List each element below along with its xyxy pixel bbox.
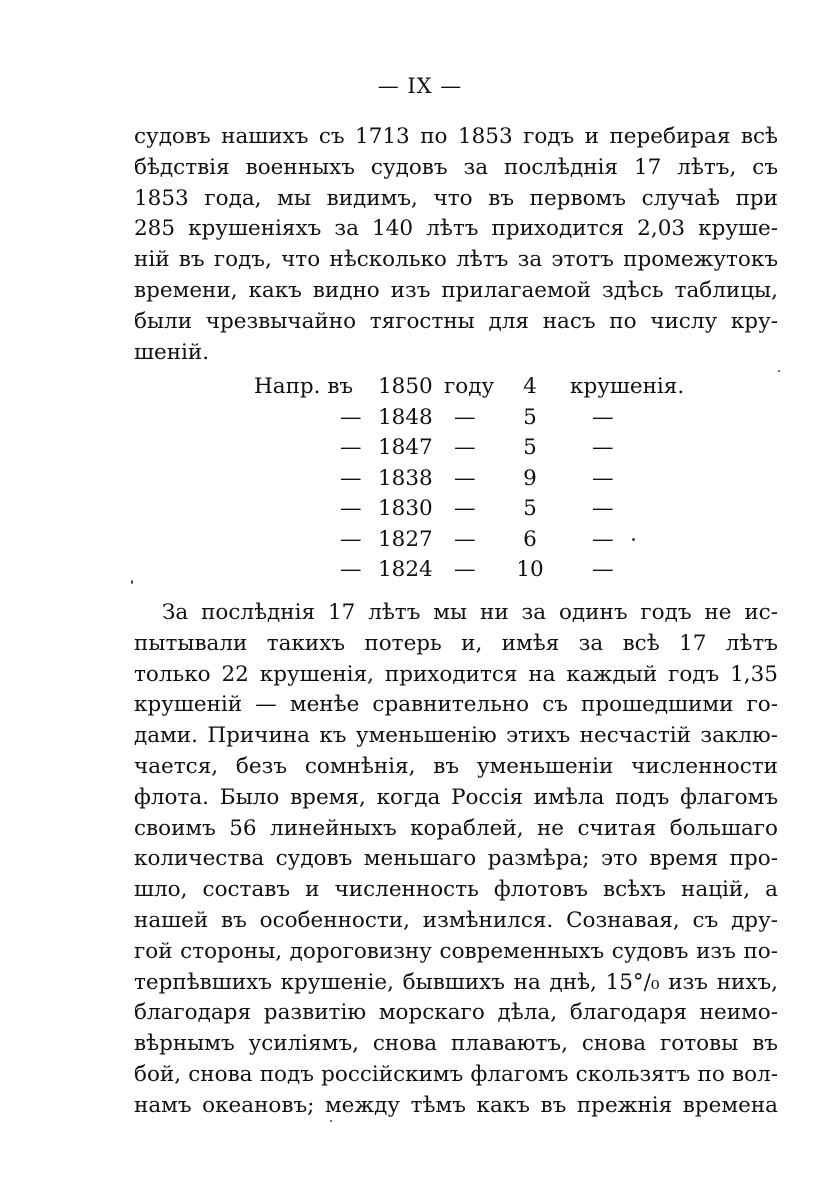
row-year: 1827: [378, 526, 433, 552]
text-line: ній въ годъ, что нѣсколько лѣтъ за этотъ промежутокъ: [134, 247, 778, 273]
text-line: дами. Причина къ уменьшенію этихъ несчастій заклю-: [134, 723, 778, 749]
text-line: были чрезвычайно тягостны для насъ по числу кру-: [134, 308, 778, 334]
ditto-dash: —: [592, 435, 614, 460]
ditto-dash: —: [592, 557, 614, 582]
text-line: терпѣвшихъ крушеніе, бывшихъ на днѣ, 15°/₀ изъ нихъ,: [134, 969, 778, 995]
ditto-dash: —: [454, 526, 476, 552]
row-count: 4: [523, 374, 537, 399]
text-line: благодаря развитію морскаго дѣла, благодаря неимо-: [134, 1000, 778, 1026]
text-line: За послѣднія 17 лѣтъ мы ни за одинъ годъ не ис-: [162, 600, 778, 625]
row-year: 1848: [378, 404, 433, 430]
ditto-dash: —: [592, 465, 614, 491]
text-line: флота. Было время, когда Россія имѣла подъ флагомъ: [134, 784, 778, 810]
row-label: крушенія.: [570, 374, 685, 399]
text-line: 285 крушеніяхъ за 140 лѣтъ приходится 2,03 круше-: [134, 216, 778, 242]
text-line: бой, снова подъ россійскимъ флагомъ скользятъ по вол-: [134, 1061, 778, 1087]
row-count: 5: [523, 404, 537, 430]
ditto-dash: —: [592, 526, 614, 552]
ditto-dash: —: [454, 496, 476, 521]
print-speck: [330, 1120, 332, 1122]
row-count: 10: [516, 557, 544, 582]
text-line: судовъ нашихъ съ 1713 по 1853 годъ и перебирая всѣ: [134, 124, 778, 149]
ditto-dash: —: [340, 435, 362, 460]
ditto-dash: —: [454, 435, 476, 460]
print-speck: [632, 538, 635, 541]
row-count: 6: [523, 526, 537, 552]
text-line: шло, составъ и численность флотовъ всѣхъ націй, а: [134, 877, 778, 903]
text-line: крушеній — менѣе сравнительно съ прошедшими го-: [134, 692, 778, 718]
ditto-dash: —: [454, 465, 476, 491]
ditto-dash: —: [592, 404, 614, 430]
ditto-dash: —: [340, 465, 362, 491]
row-count: 9: [523, 465, 537, 491]
paragraph-2: [134, 598, 778, 1122]
text-line: вѣрнымъ усиліямъ, снова плаваютъ, снова готовы въ: [134, 1031, 778, 1057]
text-line: 1853 года, мы видимъ, что въ первомъ случаѣ при: [134, 185, 778, 211]
row-year: 1847: [378, 435, 433, 460]
row-count: 5: [523, 496, 537, 521]
text-line: гой стороны, дороговизну современныхъ судовъ изъ по-: [134, 938, 778, 964]
row-prefix: Напр. въ: [254, 374, 354, 399]
ditto-dash: —: [340, 496, 362, 521]
text-line: количества судовъ меньшаго размѣра; это время про-: [134, 846, 778, 872]
print-speck: [131, 580, 133, 584]
ditto-dash: —: [340, 557, 362, 582]
row-year: 1838: [378, 465, 433, 491]
ditto-dash: —: [340, 404, 362, 430]
text-line: намъ океановъ; между тѣмъ какъ въ прежнія времена: [134, 1092, 778, 1118]
ditto-dash: —: [454, 404, 476, 430]
print-speck: [778, 370, 780, 372]
text-line: шеній.: [134, 339, 210, 365]
text-line: времени, какъ видно изъ прилагаемой здѣсь таблицы,: [134, 277, 778, 303]
row-unit: году: [444, 374, 495, 399]
row-year: 1824: [378, 557, 433, 582]
text-line: своимъ 56 линейныхъ кораблей, не считая большаго: [134, 815, 778, 841]
text-line: бѣдствія военныхъ судовъ за послѣднія 17 лѣтъ, съ: [134, 154, 778, 180]
ditto-dash: —: [592, 496, 614, 521]
row-count: 5: [523, 435, 537, 460]
paragraph-1: [134, 122, 778, 368]
ditto-dash: —: [454, 557, 476, 582]
page-number: — IX —: [377, 74, 463, 98]
text-line: только 22 крушенія, приходится на каждый годъ 1,35: [134, 661, 778, 687]
row-year: 1850: [378, 374, 433, 399]
text-line: нашей въ особенности, измѣнился. Сознавая, съ дру-: [134, 907, 778, 933]
row-year: 1830: [378, 496, 433, 521]
ditto-dash: —: [340, 526, 362, 552]
text-line: пытывали такихъ потерь и, имѣя за всѣ 17 лѣтъ: [134, 630, 778, 656]
text-line: чается, безъ сомнѣнія, въ уменьшеніи численности: [134, 753, 778, 779]
